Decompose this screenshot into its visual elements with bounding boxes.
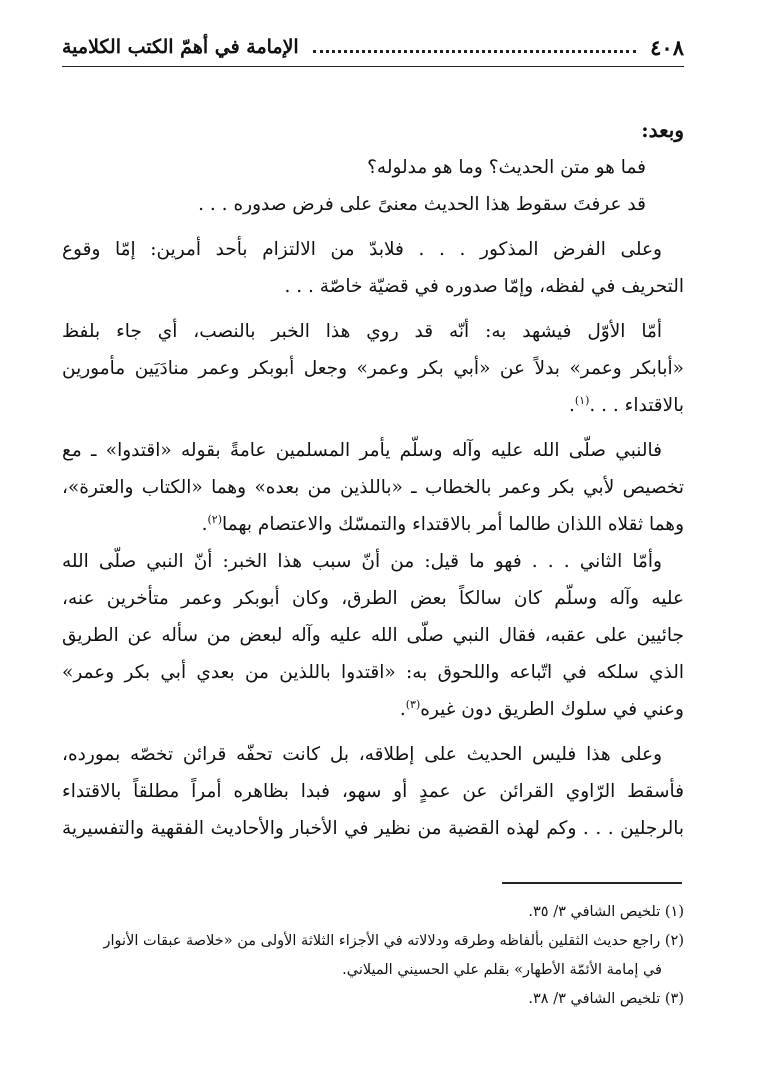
text-line-content: وهما ثقلاه اللذان طالما أمر بالاقتداء والتمسّك والاعتصام بهما [221,514,684,535]
text-line: فالنبي صلّى الله عليه وآله وسلّم يأمر المسلمين عامةً بقوله «اقتدوا» ـ مع [62,440,662,461]
text-line: التحريف في لفظه، وإمّا صدوره في قضيّة خاصّة . . . [284,276,684,297]
text-line: وأمّا الثاني . . . فهو ما قيل: من أنّ سبب هذا الخبر: أنّ النبي صلّى الله [62,551,662,572]
main-text [62,112,684,847]
footnote-ref: (٣) [405,697,421,711]
text-line: وعلى هذا فليس الحديث على إطلاقه، بل كانت تحفّه قرائن تخصّه بمورده، [62,744,662,765]
text-line: الذي سلكه في اتّباعه واللحوق به: «اقتدوا باللذين من بعدي أبي بكر وعمر» [62,662,684,683]
footnote-ref: (٢) [207,512,222,526]
text-line: وهما ثقلاه اللذان طالما أمر بالاقتداء والتمسّك والاعتصام بهما$^{(٢)}$. [201,512,684,535]
text-line: عليه وآله وسلّم كان سالكاً بعض الطرق، وكان أبوبكر وعمر متأخرين عنه، [62,588,684,609]
text-line: تخصيص لأبي بكر وعمر بالخطاب ـ «باللذين من بعده» وهما «الكتاب والعترة»، [62,477,684,498]
text-line: قد عرفتَ سقوط هذا الحديث معنىً على فرض صدوره . . . [198,194,646,215]
header-dot-leader [313,50,636,53]
footnote: (١) تلخيص الشافي ٣/ ٣٥. [528,904,684,920]
text-line: وعلى الفرض المذكور . . . فلابدّ من الالتزام بأحد أمرين: إمّا وقوع [62,239,662,260]
running-header [62,30,684,64]
text-line: بالرجلين . . . وكم لهذه القضية من نظير في الأخبار والأحاديث الفقهية والتفسيرية [62,818,684,839]
text-line-content: بالاقتداء . . . [589,395,684,416]
footnote: (٣) تلخيص الشافي ٣/ ٣٨. [528,991,684,1007]
page-number: ٤٠٨ [650,34,684,60]
footnote-rule [502,882,682,884]
header-rule [62,66,684,67]
footnotes [62,898,684,1014]
text-line: «أبابكر وعمر» بدلاً عن «أبي بكر وعمر» وجعل أبوبكر وعمر منادَيَين مأمورين [62,358,684,379]
text-line: أمّا الأوّل فيشهد به: أنّه قد روي هذا الخبر بالنصب، أي جاء بلفظ [62,321,662,342]
text-line: فأسقط الرّاوي القرائن عن عمدٍ أو سهو، فبدا بظاهره أمراً مطلقاً بالاقتداء [62,781,684,802]
footnote: (٢) راجع حديث الثقلين بألفاظه وطرقه ودلالاته في الأجزاء الثلاثة الأولى من «خلاصة عبقات الأنوار [103,933,684,949]
text-line: وعني في سلوك الطريق دون غيره$^{(٣)}$. [399,697,684,720]
text-line: بالاقتداء . . .$^{(١)}$. [568,393,684,416]
footnote-continuation: في إمامة الأئمّة الأطهار» بقلم علي الحسيني الميلاني. [342,962,662,978]
running-title: الإمامة في أهمّ الكتب الكلامية [62,36,299,58]
footnote-ref: (١) [574,393,590,407]
text-line-content: وعني في سلوك الطريق دون غيره [420,699,684,720]
text-line: فما هو متن الحديث؟ وما هو مدلوله؟ [367,157,646,178]
text-line: جائيين على عقبه، فقال النبي صلّى الله عليه وآله لبعض من سأله عن الطريق [62,625,684,646]
section-heading: وبعد: [641,118,684,142]
